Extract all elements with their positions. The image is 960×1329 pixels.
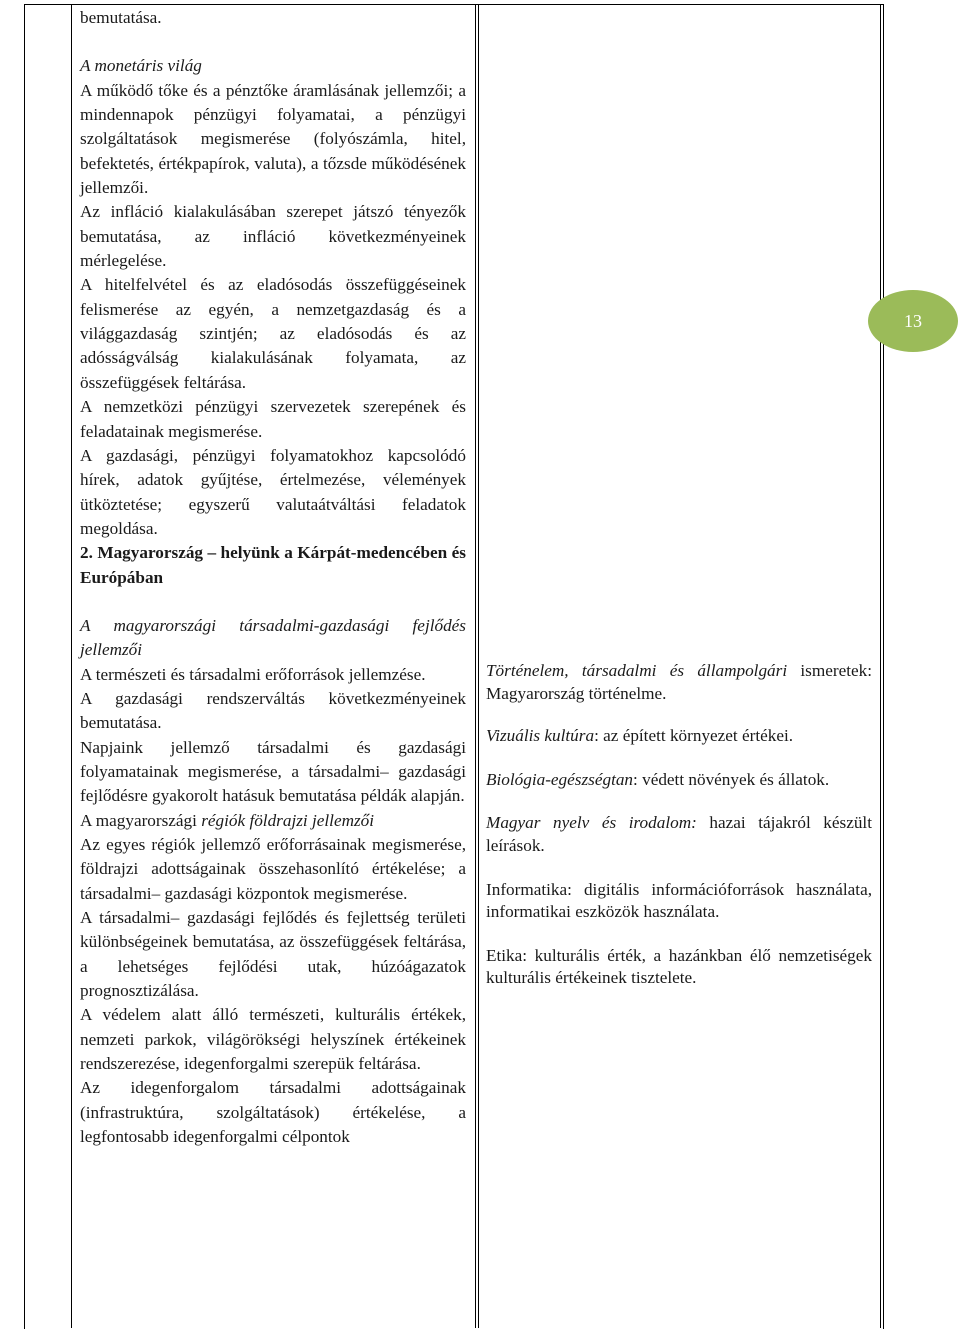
connection-item: Informatika: digitális információforrások használata, informatikai eszközök használata. — [486, 879, 872, 922]
paragraph: A természeti és társadalmi erőforrások jellemzése. — [80, 664, 426, 684]
paragraph: A gazdasági rendszerváltás következményeinek bemutatása. — [80, 688, 466, 733]
subsection-heading-prefix: A magyarországi — [80, 810, 197, 830]
column-divider — [478, 4, 479, 1328]
cell-top-border — [478, 4, 880, 5]
subject-name: Vizuális kultúra — [486, 726, 595, 746]
connection-text: hazai tájakról készült leírások. — [486, 813, 872, 855]
connections-column — [486, 660, 872, 1011]
paragraph: Napjaink jellemző társadalmi és gazdasági folyamatainak megismerése, a társadalmi– gazdasági fejlődésre gyakorolt hatásuk bemutatása példák alapján. — [80, 737, 466, 806]
paragraph: A nemzetközi pénzügyi szervezetek szerepének és feladatainak megismerése. — [80, 397, 466, 441]
paragraph: Az egyes régiók jellemző erőforrásainak megismerése, földrajzi adottságainak összehasonlító értékelése; a társadalmi– gazdasági központok megismerése. — [80, 835, 466, 903]
subject-name: Magyar nyelv és irodalom: — [486, 813, 697, 833]
paragraph: Az infláció kialakulásában szerepet játszó tényezők bemutatása, az infláció következményeinek mérlegelése. — [80, 202, 466, 271]
subsection-heading — [80, 809, 466, 833]
column-divider — [475, 4, 476, 1328]
subsection-heading: A magyarországi társadalmi-gazdasági fejlődés jellemzői — [80, 615, 466, 660]
intro-line: bemutatása. — [80, 8, 162, 27]
paragraph: A társadalmi– gazdasági fejlődés és fejlettség területi különbségeinek bemutatása, az összefüggések feltárása, a lehetséges fejlődési utak, húzóágazatok prognosztizálása. — [80, 908, 466, 1001]
connection-item — [486, 769, 872, 792]
page-number-badge: 13 — [868, 290, 958, 352]
subject-name: Történelem, társadalmi és állampolgári — [486, 661, 788, 680]
connection-text: : védett növények és állatok. — [633, 769, 830, 789]
connection-item — [486, 725, 872, 748]
column-divider — [71, 4, 72, 1328]
subject-name: Biológia-egészségtan — [486, 769, 634, 789]
section-title: 2. Magyarország – helyünk a Kárpát-medencében és Európában — [80, 543, 466, 587]
paragraph: A gazdasági, pénzügyi folyamatokhoz kapcsolódó hírek, adatok gyűjtése, értelmezése, vélemények ütköztetése; egyszerű valutaátváltási feladatok megoldása. — [80, 445, 466, 538]
connection-item: Etika: kulturális érték, a hazánkban élő nemzetiségek kulturális értékeinek tisztelete. — [486, 945, 872, 988]
connection-text: ismeretek: Magyarország történelme. — [486, 661, 872, 703]
content-column — [80, 6, 466, 1149]
paragraph: A működő tőke és a pénztőke áramlásának jellemzői; a mindennapok pénzügyi folyamatai, a pénzügyi szolgáltatások megismerése (folyószámla, hitel, befektetés, értékpapírok, valuta), a tőzsde működésének jellemzői. — [80, 80, 466, 198]
connection-item — [486, 660, 872, 705]
section-heading: A monetáris világ — [80, 56, 202, 76]
column-divider — [880, 4, 881, 1328]
connection-text: : az épített környezet értékei. — [594, 726, 794, 746]
subsection-heading-rest: régiók földrajzi jellemzői — [196, 810, 375, 830]
paragraph: A védelem alatt álló természeti, kulturális értékek, nemzeti parkok, világörökségi helyszínek értékeinek rendszerezése, idegenforgalmi szerepük feltárása. — [80, 1005, 466, 1074]
paragraph: Az idegenforgalom társadalmi adottságainak (infrastruktúra, szolgáltatások) értékelése, a legfontosabb idegenforgalmi célpontok — [80, 1078, 466, 1147]
paragraph: A hitelfelvétel és az eladósodás összefüggéseinek felismerése az egyén, a nemzetgazdaság és a világgazdaság szintjén; az eladósodás és az adósságválság kialakulásának folyamata, az összefüggések feltárása. — [80, 275, 466, 392]
connection-item — [486, 812, 872, 857]
